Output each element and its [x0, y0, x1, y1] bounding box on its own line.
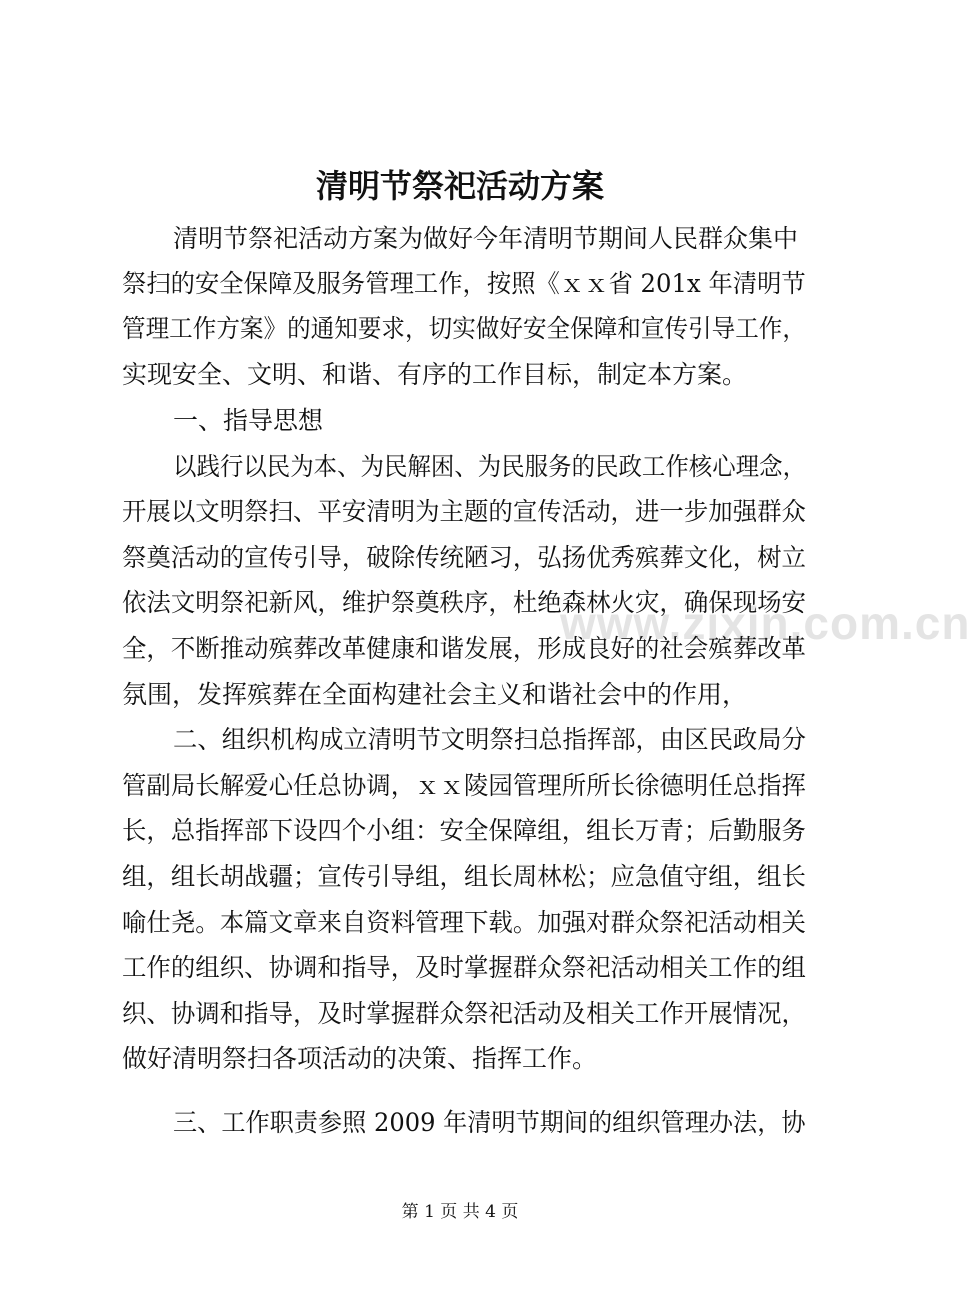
- paragraph-line: 长，总指挥部下设四个小组：安全保障组，组长万青；后勤服务: [122, 816, 806, 845]
- paragraph-line: 清明节祭祀活动方案为做好今年清明节期间人民群众集中: [173, 224, 799, 253]
- watermark-text: www.zixin.com.cn: [560, 597, 970, 649]
- paragraph-line: 全，不断推动殡葬改革健康和谐发展，形成良好的社会殡葬改革: [122, 634, 806, 663]
- paragraph-line: 做好清明祭扫各项活动的决策、指挥工作。: [122, 1044, 598, 1073]
- paragraph-line: 开展以文明祭扫、平安清明为主题的宣传活动，进一步加强群众: [122, 497, 806, 526]
- paragraph-line: 氛围，发挥殡葬在全面构建社会主义和谐社会中的作用，: [122, 680, 748, 709]
- paragraph-line: 祭奠活动的宣传引导，破除传统陋习，弘扬优秀殡葬文化，树立: [122, 543, 806, 572]
- paragraph-line: 二、组织机构成立清明节文明祭扫总指挥部，由区民政局分: [173, 725, 806, 754]
- document-title: 清明节祭祀活动方案: [315, 167, 604, 205]
- page-footer: 第 1 页 共 4 页: [401, 1202, 519, 1222]
- paragraph-line: 工作的组织、协调和指导，及时掌握群众祭祀活动相关工作的组: [122, 953, 806, 982]
- paragraph-line: 管副局长解爱心任总协调，ｘｘ陵园管理所所长徐德明任总指挥: [122, 771, 806, 800]
- paragraph-line: 组，组长胡战疆；宣传引导组，组长周林松；应急值守组，组长: [122, 862, 806, 891]
- paragraph-line: 三、工作职责参照 2009 年清明节期间的组织管理办法，协: [173, 1108, 806, 1137]
- paragraph-line: 喻仕尧。本篇文章来自资料管理下载。加强对群众祭祀活动相关: [122, 908, 806, 937]
- section-heading: 一、指导思想: [173, 406, 324, 435]
- paragraph-line: 祭扫的安全保障及服务管理工作，按照《ｘｘ省 201x 年清明节: [122, 269, 806, 298]
- paragraph-line: 依法文明祭祀新风，维护祭奠秩序，杜绝森林火灾，确保现场安: [122, 588, 806, 617]
- paragraph-line: 织、协调和指导，及时掌握群众祭祀活动及相关工作开展情况，: [122, 999, 806, 1028]
- paragraph-line: 实现安全、文明、和谐、有序的工作目标，制定本方案。: [122, 360, 748, 389]
- paragraph-line: 以践行以民为本、为民解困、为民服务的民政工作核心理念，: [173, 452, 807, 481]
- paragraph-line: 管理工作方案》的通知要求，切实做好安全保障和宣传引导工作，: [122, 314, 806, 343]
